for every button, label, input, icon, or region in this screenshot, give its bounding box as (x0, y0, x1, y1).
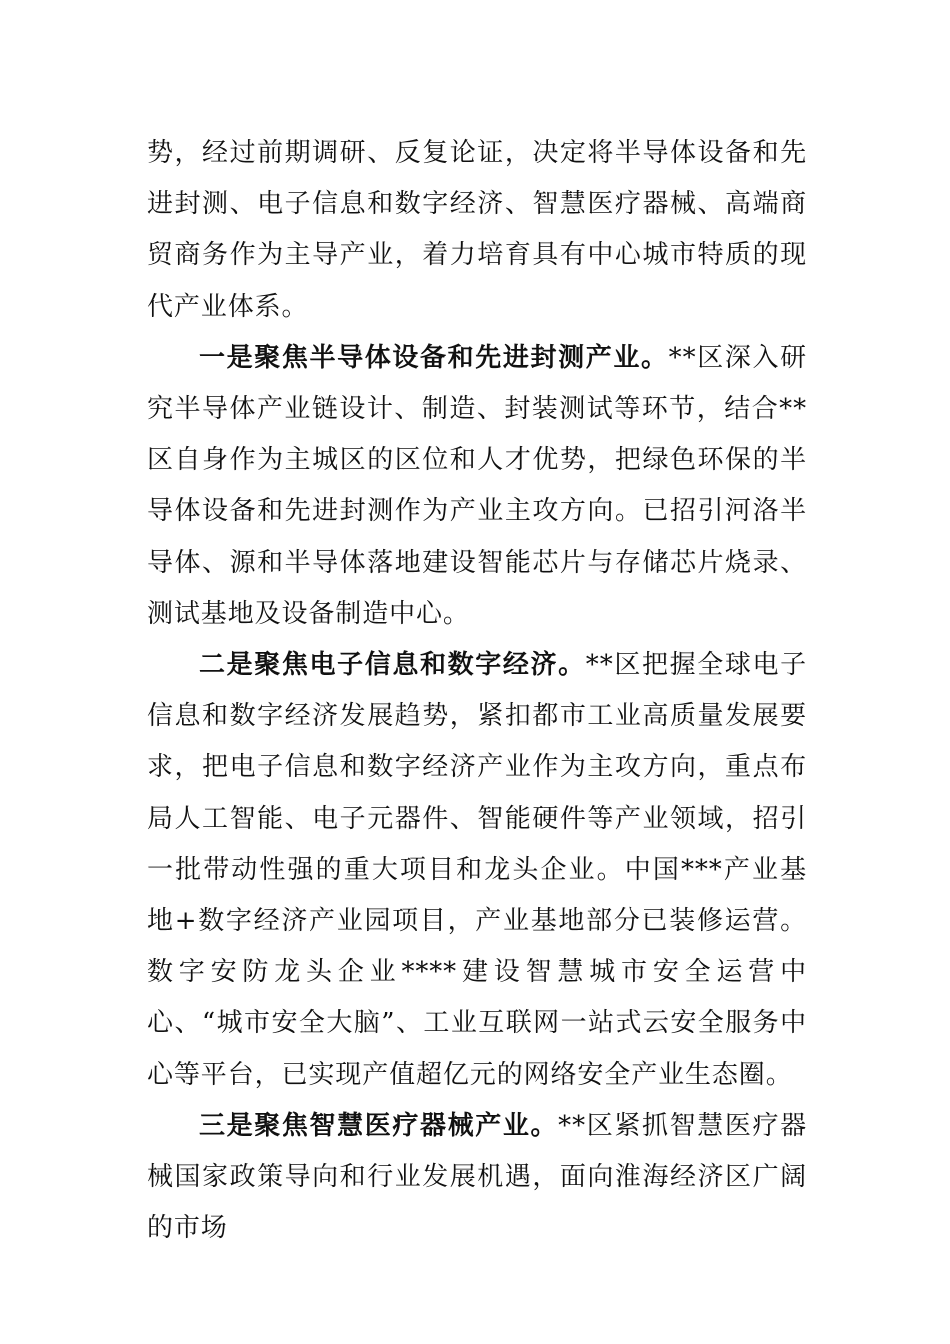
paragraph-medical-devices (147, 1101, 807, 1255)
paragraph-continuation (147, 128, 807, 333)
paragraph-text: 势，经过前期调研、反复论证，决定将半导体设备和先进封测、电子信息和数字经济、智慧医疗器械、高端商贸商务作为主导产业，着力培育具有中心城市特质的现代产业体系。 (147, 138, 807, 322)
paragraph-text: **区深入研究半导体产业链设计、制造、封装测试等环节，结合**区自身作为主城区的区位和人才优势，把绿色环保的半导体设备和先进封测作为产业主攻方向。已招引河洛半导体、源和半导体落地建设智能芯片与存储芯片烧录、测试基地及设备制造中心。 (147, 342, 807, 629)
paragraph-lead: 一是聚焦半导体设备和先进封测产业。 (199, 342, 669, 373)
document-page (147, 128, 807, 1254)
paragraph-lead: 三是聚焦智慧医疗器械产业。 (199, 1110, 559, 1141)
paragraph-text: **区把握全球电子信息和数字经济发展趋势，紧扣都市工业高质量发展要求，把电子信息和数字经济产业作为主攻方向，重点布局人工智能、电子元器件、智能硬件等产业领域，招引一批带动性强的重大项目和龙头企业。中国***产业基地+数字经济产业园项目，产业基地部分已装修运营。数字安防龙头企业****建设智慧城市安全运营中心、“城市安全大脑”、工业互联网一站式云安全服务中心等平台，已实现产值超亿元的网络安全产业生态圈。 (147, 650, 807, 1090)
paragraph-digital-economy (147, 640, 807, 1101)
paragraph-lead: 二是聚焦电子信息和数字经济。 (199, 650, 586, 681)
paragraph-text: **区紧抓智慧医疗器械国家政策导向和行业发展机遇，面向淮海经济区广阔的市场 (147, 1110, 807, 1244)
paragraph-semiconductor (147, 333, 807, 640)
